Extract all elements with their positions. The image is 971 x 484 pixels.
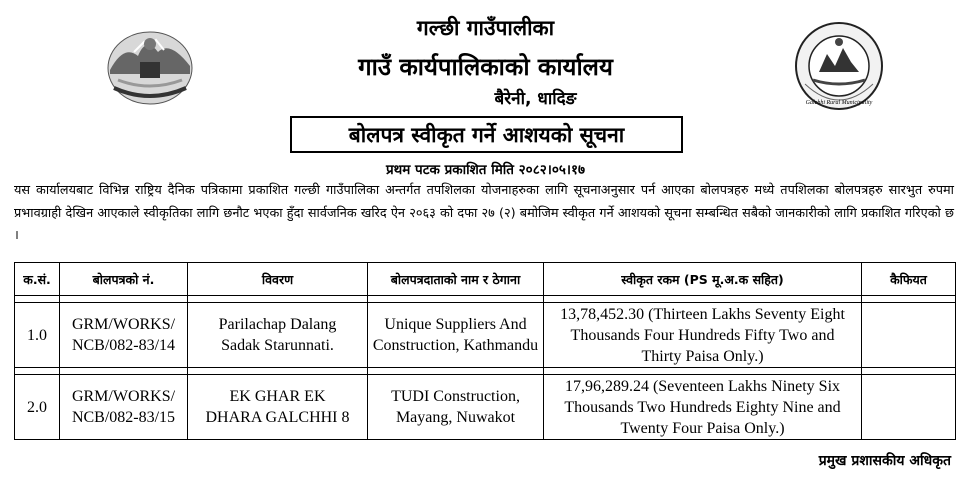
cell-bid-no: GRM/WORKS/ NCB/082-83/14 [60,303,188,368]
cell-remarks [862,375,956,440]
cell-description: EK GHAR EK DHARA GALCHHI 8 [188,375,368,440]
col-header-bidder: बोलपत्रदाताको नाम र ठेगाना [368,263,544,296]
cell-amount: 17,96,289.24 (Seventeen Lakhs Ninety Six Thousands Two Hundreds Eighty Nine and Twenty Four Paisa Only.) [544,375,862,440]
cell-sn: 2.0 [15,375,60,440]
office-name: गाउँ कार्यपालिकाको कार्यालय [358,53,613,81]
signature-title: प्रमुख प्रशासकीय अधिकृत [818,453,951,469]
municipality-name: गल्छी गाउँपालीका [416,16,555,40]
cell-amount: 13,78,452.30 (Thirteen Lakhs Seventy Eight Thousands Four Hundreds Fifty Two and Thirty Paisa Only.) [544,303,862,368]
col-header-amount: स्वीकृत रकम (PS मू.अ.क सहित) [544,263,862,296]
col-header-sn: क.सं. [15,263,60,296]
cell-sn: 1.0 [15,303,60,368]
approved-bids-table [14,262,956,440]
cell-bid-no: GRM/WORKS/ NCB/082-83/15 [60,375,188,440]
table-row [15,303,956,368]
col-header-remarks: कैफियत [862,263,956,296]
notice-title: बोलपत्र स्वीकृत गर्ने आशयको सूचना [290,116,683,153]
office-address: बैरेनी, धादिङ [494,89,577,109]
cell-bidder: TUDI Construction, Mayang, Nuwakot [368,375,544,440]
cell-remarks [862,303,956,368]
notice-paragraph: यस कार्यालयबाट विभिन्न राष्ट्रिय दैनिक पत्रिकामा प्रकाशित गल्छी गाउँपालिका अन्तर्गत तपशिलका योजनाहरुका लागि सूचनाअनुसार पर्न आएका बोलपत्रहरु मध्ये तपशिलका बोलपत्रहरु सारभुत रुपमा प्रभावग्राही देखिन आएकाले स्वीकृतिका लागि छनौट भएका हुँदा सार्वजनिक खरिद ऐन २०६३ को दफा २७ (२) बमोजिम स्वीकृत गर्ने आशयको सूचना सम्बन्धित सबैको जानकारीको लागि प्रकाशित गरिएको छ । [14,183,954,243]
table-header-row [15,263,956,296]
publish-date: प्रथम पटक प्रकाशित मिति २०८२।०५।१७ [385,162,586,178]
col-header-description: विवरण [188,263,368,296]
cell-bidder: Unique Suppliers And Construction, Kathmandu [368,303,544,368]
table-row [15,375,956,440]
logo-text: Galchhi Rural Municipality [805,100,873,106]
col-header-bid-no: बोलपत्रको नं. [60,263,188,296]
cell-description: Parilachap Dalang Sadak Starunnati. [188,303,368,368]
